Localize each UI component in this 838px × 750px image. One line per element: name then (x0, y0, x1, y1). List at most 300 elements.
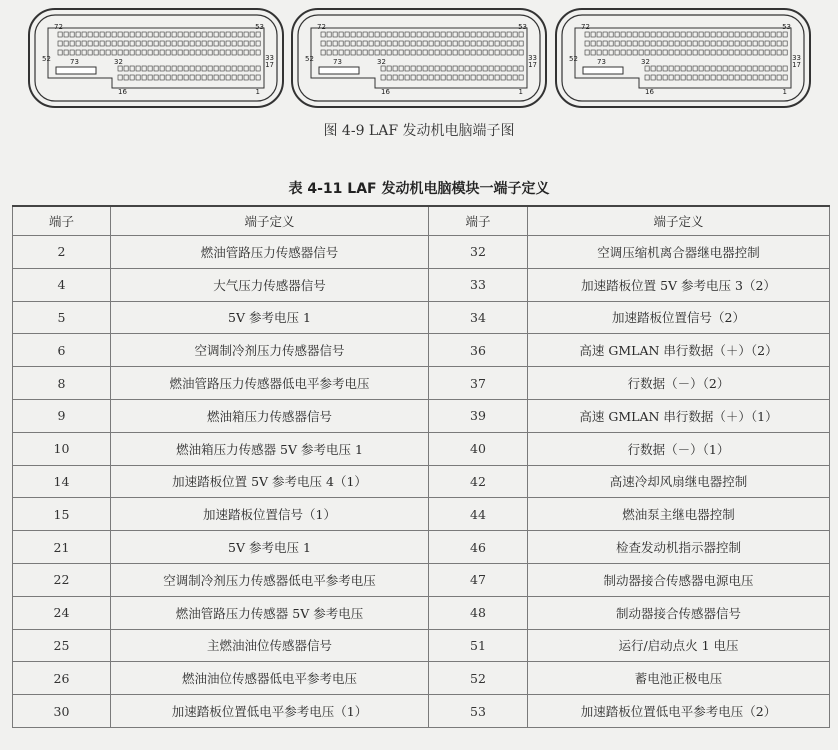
pin-label-33: 33 (265, 54, 274, 62)
pin-socket (729, 66, 733, 71)
header-pin-right: 端子 (429, 206, 528, 236)
pin-socket (585, 41, 589, 46)
pin-socket (70, 32, 74, 37)
pin-socket (238, 50, 242, 55)
pin-socket (417, 50, 421, 55)
pin-socket (651, 66, 655, 71)
pin-socket (471, 75, 475, 80)
pin-socket (471, 50, 475, 55)
pin-socket (675, 32, 679, 37)
pin-socket (202, 66, 206, 71)
pin-socket (513, 32, 517, 37)
pin-socket (208, 66, 212, 71)
pin-label-16: 16 (381, 88, 390, 96)
pin-socket (82, 41, 86, 46)
pin-socket (202, 41, 206, 46)
connector-outer-shell (29, 9, 283, 107)
pin-socket (765, 50, 769, 55)
pin-socket (411, 50, 415, 55)
pin-right-cell: 53 (429, 695, 528, 728)
pin-socket (244, 66, 248, 71)
pin-socket (112, 32, 116, 37)
table-row (13, 465, 830, 498)
pin-socket (417, 75, 421, 80)
pin-socket (375, 41, 379, 46)
pin-socket (699, 32, 703, 37)
pin-socket (136, 32, 140, 37)
pin-socket (423, 32, 427, 37)
pin-socket (765, 75, 769, 80)
definition-left-cell: 5V 参考电压 1 (111, 301, 429, 334)
pin-socket (657, 50, 661, 55)
pin-socket (771, 66, 775, 71)
pin-socket (615, 32, 619, 37)
pin-socket (747, 41, 751, 46)
pin-socket (148, 66, 152, 71)
pin-socket (357, 32, 361, 37)
pin-socket (495, 41, 499, 46)
pin-left-cell: 2 (13, 236, 111, 269)
definition-right-cell: 运行/启动点火 1 电压 (528, 629, 830, 662)
pin-left-cell: 24 (13, 596, 111, 629)
pin-socket (597, 41, 601, 46)
pin-socket (639, 32, 643, 37)
pin-socket (88, 50, 92, 55)
pin-socket (70, 41, 74, 46)
pin-socket (741, 50, 745, 55)
pin-socket (124, 75, 128, 80)
pin-socket (100, 50, 104, 55)
pin-socket (154, 41, 158, 46)
pin-socket (214, 41, 218, 46)
pin-socket (423, 50, 427, 55)
pin-socket (615, 50, 619, 55)
pin-socket (513, 41, 517, 46)
pin-socket (244, 32, 248, 37)
pin-socket (729, 75, 733, 80)
pin-socket (777, 50, 781, 55)
pin-socket (142, 66, 146, 71)
pin-socket (585, 32, 589, 37)
key-slot (56, 67, 96, 74)
pin-socket (411, 75, 415, 80)
pin-socket (609, 50, 613, 55)
pin-socket (405, 66, 409, 71)
pin-socket (441, 50, 445, 55)
pin-socket (633, 32, 637, 37)
pin-socket (118, 50, 122, 55)
definition-right-cell: 高速 GMLAN 串行数据（＋）（1） (528, 399, 830, 432)
pin-socket (609, 41, 613, 46)
pin-socket (429, 75, 433, 80)
pin-socket (214, 32, 218, 37)
pin-socket (244, 75, 248, 80)
definition-left-cell: 燃油箱压力传感器 5V 参考电压 1 (111, 432, 429, 465)
pin-socket (429, 66, 433, 71)
definition-right-cell: 蓄电池正极电压 (528, 662, 830, 695)
definition-right-cell: 加速踏板位置 5V 参考电压 3（2） (528, 268, 830, 301)
pin-socket (190, 32, 194, 37)
pin-socket (681, 50, 685, 55)
pin-socket (477, 66, 481, 71)
definition-right-cell: 行数据（－）（1） (528, 432, 830, 465)
pin-socket (250, 66, 254, 71)
pin-socket (76, 32, 80, 37)
pin-socket (184, 75, 188, 80)
pin-socket (621, 32, 625, 37)
pin-socket (495, 66, 499, 71)
table-row (13, 695, 830, 728)
pin-socket (238, 66, 242, 71)
pin-right-cell: 44 (429, 498, 528, 531)
pin-socket (519, 50, 523, 55)
pin-socket (214, 66, 218, 71)
pin-label-52: 52 (42, 55, 51, 63)
pin-socket (220, 66, 224, 71)
pin-socket (705, 66, 709, 71)
pin-socket (393, 66, 397, 71)
pin-socket (369, 41, 373, 46)
pin-socket (154, 50, 158, 55)
pin-socket (585, 50, 589, 55)
pin-socket (178, 41, 182, 46)
pin-socket (777, 32, 781, 37)
pin-socket (627, 41, 631, 46)
pin-socket (711, 50, 715, 55)
pin-socket (651, 32, 655, 37)
pin-socket (429, 41, 433, 46)
pin-socket (483, 41, 487, 46)
pin-socket (669, 66, 673, 71)
pin-socket (118, 41, 122, 46)
pin-socket (459, 50, 463, 55)
pin-socket (729, 50, 733, 55)
pin-socket (435, 50, 439, 55)
pin-socket (687, 41, 691, 46)
pin-socket (507, 66, 511, 71)
pin-socket (705, 50, 709, 55)
pin-left-cell: 22 (13, 563, 111, 596)
pin-socket (339, 32, 343, 37)
pin-right-cell: 40 (429, 432, 528, 465)
pin-right-cell: 42 (429, 465, 528, 498)
pin-socket (160, 66, 164, 71)
pin-socket (519, 66, 523, 71)
pin-label-16: 16 (118, 88, 127, 96)
pin-socket (160, 41, 164, 46)
pin-socket (645, 50, 649, 55)
pin-socket (405, 75, 409, 80)
table-row (13, 399, 830, 432)
pin-socket (148, 32, 152, 37)
pin-socket (351, 41, 355, 46)
pin-right-cell: 46 (429, 531, 528, 564)
pin-socket (124, 41, 128, 46)
pin-socket (399, 75, 403, 80)
pin-right-cell: 48 (429, 596, 528, 629)
pin-socket (699, 66, 703, 71)
pin-socket (321, 41, 325, 46)
pin-socket (717, 75, 721, 80)
pin-socket (411, 32, 415, 37)
pin-socket (753, 66, 757, 71)
pin-socket (459, 32, 463, 37)
pin-socket (333, 50, 337, 55)
pin-socket (603, 41, 607, 46)
pin-label-53: 53 (782, 23, 791, 31)
pin-socket (154, 66, 158, 71)
pin-socket (741, 41, 745, 46)
pin-socket (633, 50, 637, 55)
pin-socket (669, 32, 673, 37)
pin-socket (783, 66, 787, 71)
pin-socket (453, 32, 457, 37)
pin-socket (657, 41, 661, 46)
pin-label-52: 52 (305, 55, 314, 63)
key-slot (583, 67, 623, 74)
connector-diagram (0, 0, 838, 118)
pin-socket (363, 50, 367, 55)
pin-socket (64, 32, 68, 37)
definition-left-cell: 燃油管路压力传感器低电平参考电压 (111, 367, 429, 400)
table-row (13, 498, 830, 531)
definition-left-cell: 燃油管路压力传感器 5V 参考电压 (111, 596, 429, 629)
definition-left-cell: 加速踏板位置 5V 参考电压 4（1） (111, 465, 429, 498)
pin-socket (178, 50, 182, 55)
pin-socket (387, 75, 391, 80)
pin-socket (130, 66, 134, 71)
pin-socket (771, 32, 775, 37)
pin-socket (244, 41, 248, 46)
pin-socket (453, 50, 457, 55)
pin-socket (220, 50, 224, 55)
pin-socket (519, 41, 523, 46)
figure-caption: 图 4-9 LAF 发动机电脑端子图 (323, 123, 515, 139)
pin-socket (130, 41, 134, 46)
pin-socket (513, 75, 517, 80)
pin-socket (507, 75, 511, 80)
pin-socket (453, 75, 457, 80)
pin-socket (184, 32, 188, 37)
pin-definition-table (12, 205, 830, 728)
definition-right-cell: 制动器接合传感器信号 (528, 596, 830, 629)
pin-socket (489, 50, 493, 55)
pin-socket (759, 66, 763, 71)
pin-socket (106, 32, 110, 37)
pin-socket (429, 32, 433, 37)
pin-socket (693, 66, 697, 71)
pin-socket (118, 75, 122, 80)
pin-socket (256, 41, 260, 46)
pin-socket (357, 41, 361, 46)
pin-label-16: 16 (645, 88, 654, 96)
pin-socket (148, 75, 152, 80)
pin-label-73: 73 (333, 58, 342, 66)
pin-socket (256, 75, 260, 80)
pin-socket (621, 41, 625, 46)
pin-socket (591, 32, 595, 37)
pin-socket (501, 75, 505, 80)
pin-socket (351, 50, 355, 55)
pin-right-cell: 34 (429, 301, 528, 334)
pin-socket (747, 32, 751, 37)
pin-socket (513, 66, 517, 71)
pin-socket (166, 32, 170, 37)
pin-socket (375, 32, 379, 37)
pin-socket (387, 32, 391, 37)
pin-socket (777, 41, 781, 46)
pin-socket (753, 75, 757, 80)
pin-socket (471, 41, 475, 46)
pin-socket (184, 50, 188, 55)
pin-socket (399, 32, 403, 37)
pin-socket (747, 75, 751, 80)
pin-socket (178, 66, 182, 71)
pin-socket (232, 32, 236, 37)
pin-socket (142, 50, 146, 55)
pin-socket (381, 50, 385, 55)
pin-socket (783, 75, 787, 80)
pin-socket (717, 32, 721, 37)
pin-socket (172, 66, 176, 71)
pin-socket (58, 32, 62, 37)
pin-socket (142, 41, 146, 46)
pin-socket (675, 66, 679, 71)
pin-socket (633, 41, 637, 46)
pin-socket (172, 50, 176, 55)
pin-socket (190, 66, 194, 71)
pin-socket (651, 50, 655, 55)
pin-socket (208, 41, 212, 46)
pin-socket (399, 66, 403, 71)
pin-socket (693, 32, 697, 37)
pin-socket (447, 32, 451, 37)
pin-socket (639, 50, 643, 55)
definition-left-cell: 燃油箱压力传感器信号 (111, 399, 429, 432)
connector-3 (555, 8, 811, 108)
pin-socket (172, 32, 176, 37)
pin-label-17: 17 (528, 61, 537, 69)
pin-socket (777, 66, 781, 71)
definition-right-cell: 空调压缩机离合器继电器控制 (528, 236, 830, 269)
pin-socket (214, 75, 218, 80)
pin-socket (441, 66, 445, 71)
pin-socket (477, 75, 481, 80)
pin-socket (603, 32, 607, 37)
pin-socket (393, 32, 397, 37)
pin-left-cell: 15 (13, 498, 111, 531)
pin-socket (741, 66, 745, 71)
pin-socket (220, 32, 224, 37)
definition-right-cell: 加速踏板位置信号（2） (528, 301, 830, 334)
pin-socket (597, 50, 601, 55)
pin-socket (627, 32, 631, 37)
pin-socket (759, 32, 763, 37)
pin-socket (783, 32, 787, 37)
pin-socket (333, 41, 337, 46)
pin-socket (453, 41, 457, 46)
definition-left-cell: 5V 参考电压 1 (111, 531, 429, 564)
pin-socket (639, 41, 643, 46)
pin-socket (447, 50, 451, 55)
pin-socket (675, 75, 679, 80)
pin-socket (507, 50, 511, 55)
pin-socket (459, 66, 463, 71)
definition-right-cell: 检查发动机指示器控制 (528, 531, 830, 564)
definition-left-cell: 燃油管路压力传感器信号 (111, 236, 429, 269)
pin-right-cell: 39 (429, 399, 528, 432)
pin-socket (459, 75, 463, 80)
pin-socket (130, 50, 134, 55)
pin-socket (507, 32, 511, 37)
pin-socket (417, 66, 421, 71)
pin-socket (465, 50, 469, 55)
definition-left-cell: 加速踏板位置低电平参考电压（1） (111, 695, 429, 728)
pin-socket (393, 75, 397, 80)
pin-socket (759, 41, 763, 46)
pin-socket (711, 32, 715, 37)
pin-socket (681, 32, 685, 37)
pin-socket (369, 50, 373, 55)
pin-socket (657, 32, 661, 37)
pin-socket (453, 66, 457, 71)
pin-socket (465, 32, 469, 37)
definition-left-cell: 加速踏板位置信号（1） (111, 498, 429, 531)
pin-socket (735, 66, 739, 71)
pin-socket (154, 32, 158, 37)
pin-socket (136, 66, 140, 71)
pin-socket (226, 75, 230, 80)
table-title: 表 4-11 LAF 发动机电脑模块一端子定义 (288, 181, 550, 197)
pin-socket (687, 32, 691, 37)
pin-left-cell: 25 (13, 629, 111, 662)
pin-socket (327, 50, 331, 55)
pin-socket (208, 50, 212, 55)
pin-left-cell: 21 (13, 531, 111, 564)
pin-socket (687, 50, 691, 55)
pin-socket (220, 41, 224, 46)
pin-socket (184, 41, 188, 46)
pin-socket (645, 75, 649, 80)
pin-socket (477, 50, 481, 55)
pin-socket (435, 75, 439, 80)
pin-socket (723, 75, 727, 80)
pin-right-cell: 51 (429, 629, 528, 662)
pin-socket (645, 66, 649, 71)
pin-socket (387, 50, 391, 55)
pin-socket (357, 50, 361, 55)
pin-socket (130, 32, 134, 37)
pin-label-33: 33 (792, 54, 801, 62)
pin-socket (238, 32, 242, 37)
pin-socket (256, 66, 260, 71)
pin-socket (345, 32, 349, 37)
pin-socket (160, 32, 164, 37)
pin-left-cell: 8 (13, 367, 111, 400)
pin-socket (166, 41, 170, 46)
pin-socket (489, 66, 493, 71)
pin-socket (112, 41, 116, 46)
pin-socket (70, 50, 74, 55)
pin-socket (693, 75, 697, 80)
pin-socket (699, 50, 703, 55)
pin-socket (208, 75, 212, 80)
header-pin-left: 端子 (13, 206, 111, 236)
pin-left-cell: 26 (13, 662, 111, 695)
pin-socket (783, 41, 787, 46)
definition-right-cell: 制动器接合传感器电源电压 (528, 563, 830, 596)
pin-socket (501, 32, 505, 37)
